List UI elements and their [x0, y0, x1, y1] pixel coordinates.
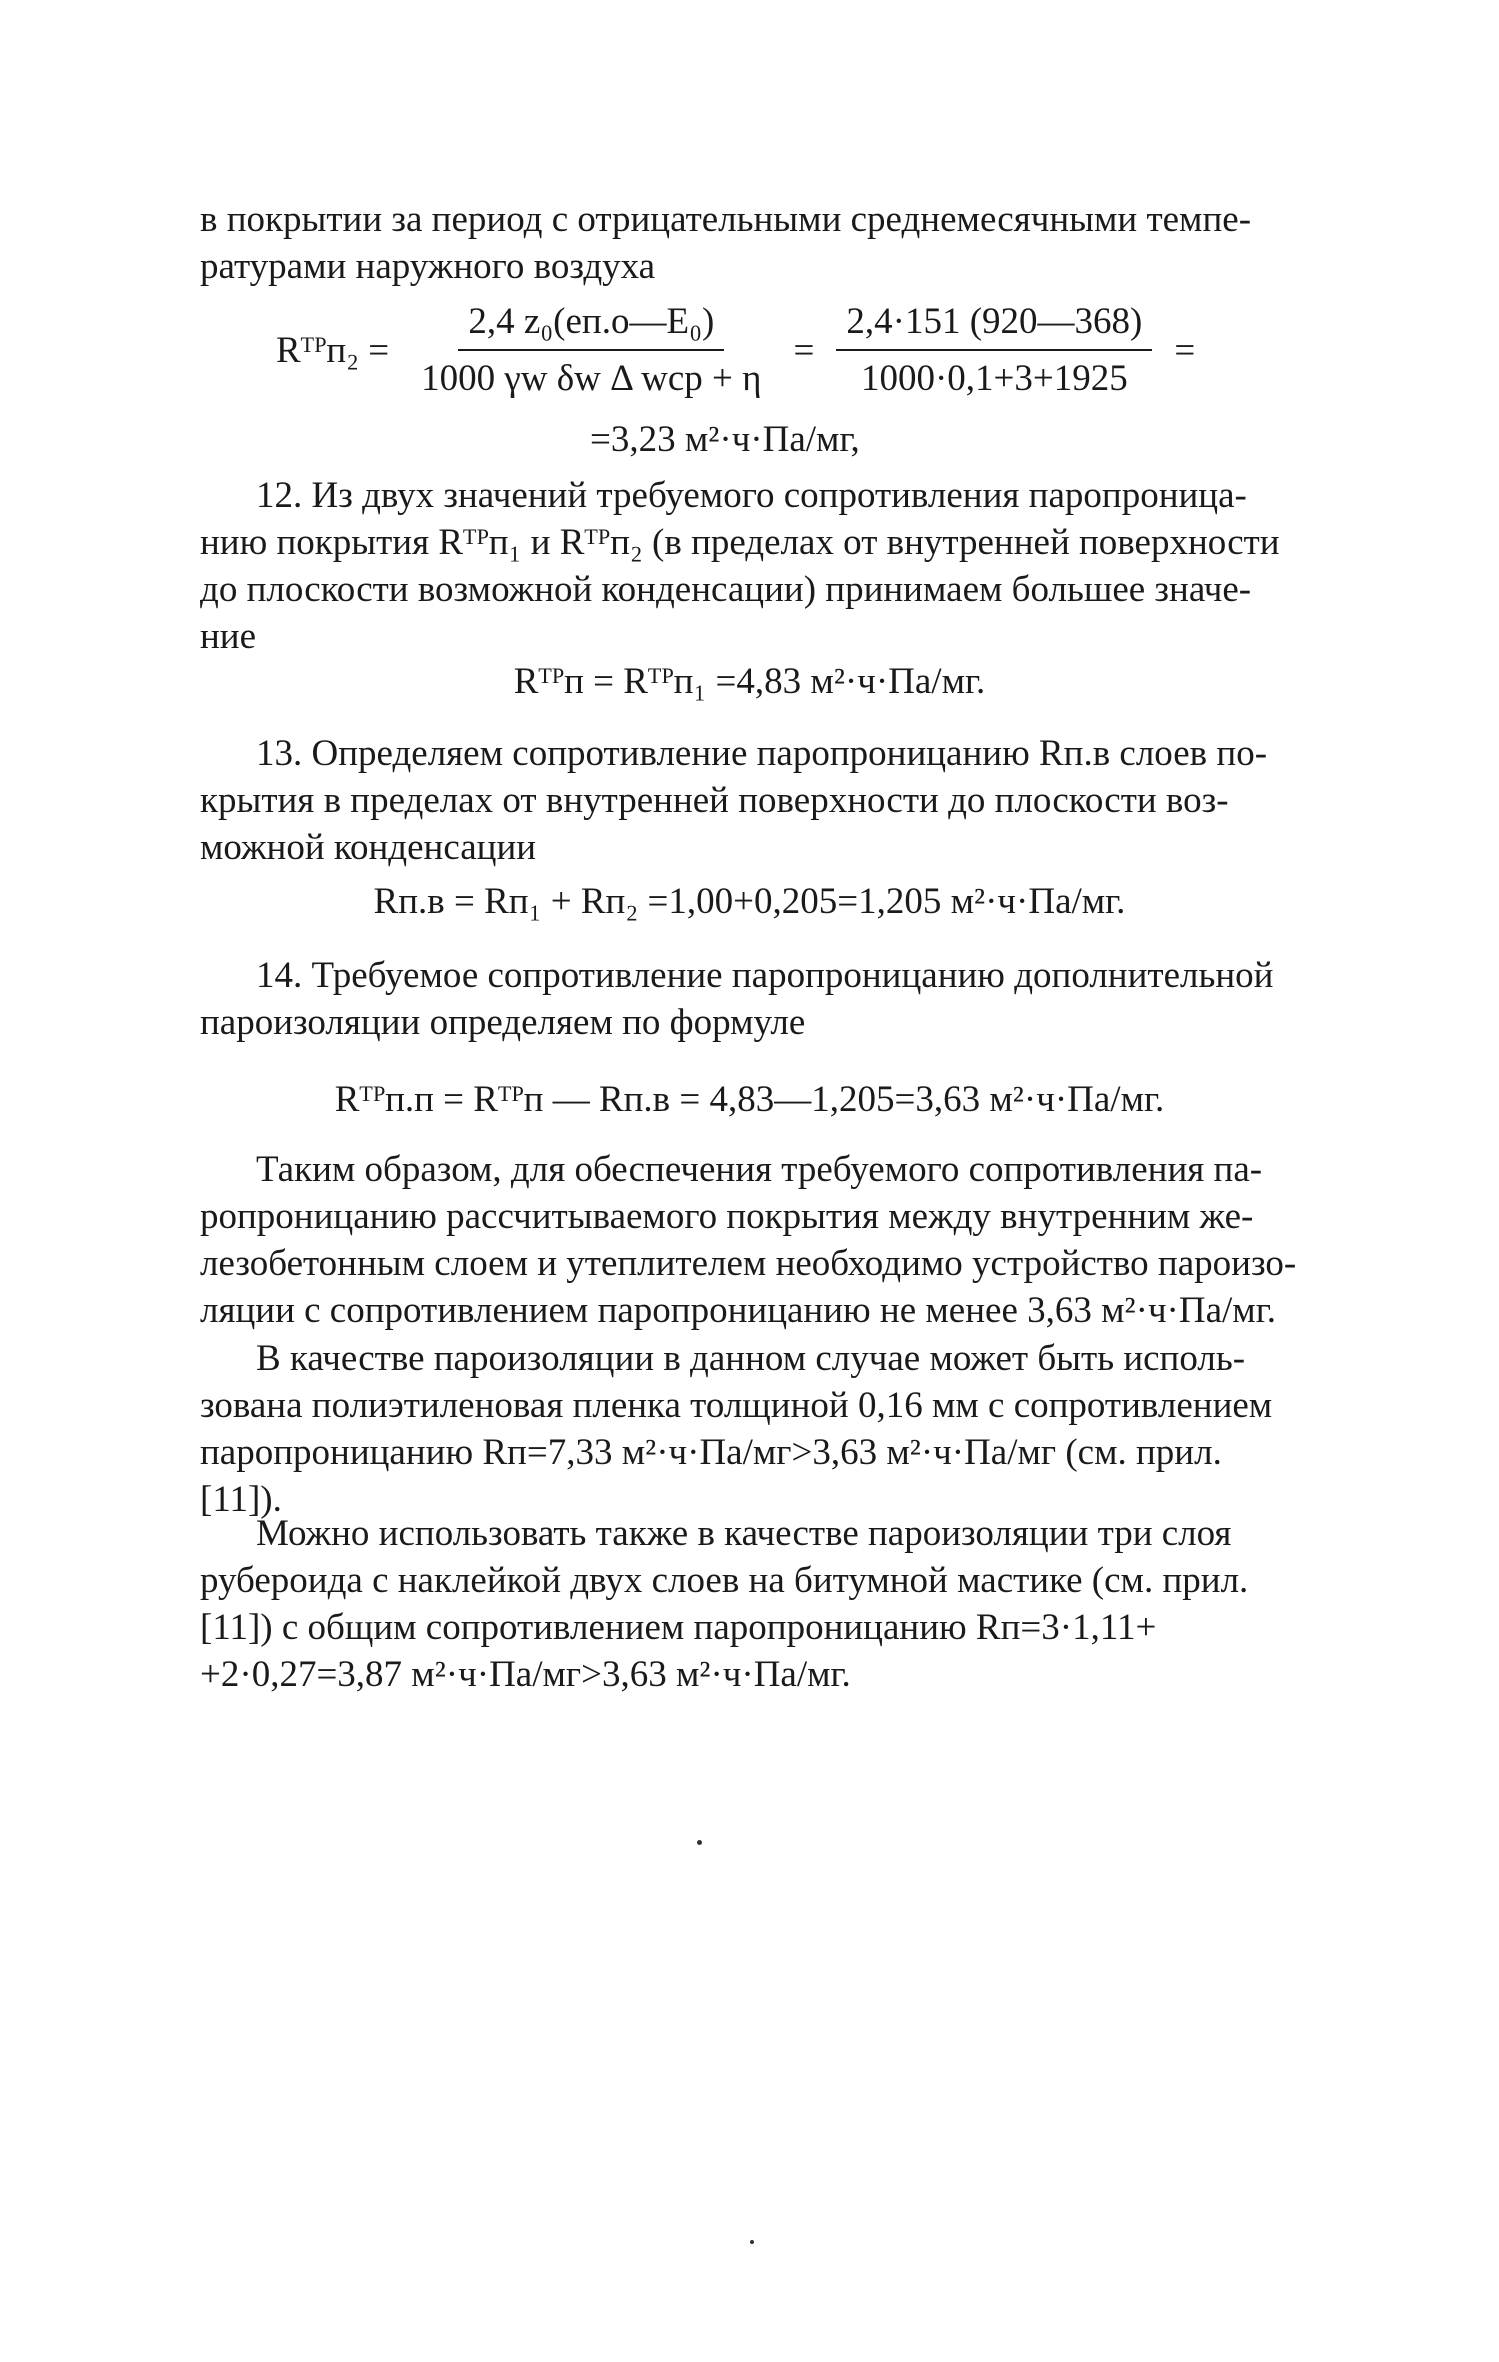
paragraph-film: В качестве пароизоляции в данном случае может быть исполь- зована полиэтиленовая пленка толщиной 0,16 мм с сопротивлением паропроницанию Rп=7,33 м²·ч·Па/мг>3,63 м²·ч·Па/мг (см. прил. [11]).: [200, 1338, 1273, 1520]
fraction-denominator: 1000·0,1+3+1925: [860, 358, 1128, 399]
paragraph-conclusion: Таким образом, для обеспечения требуемого сопротивления па- ропроницанию рассчитываемого покрытия между внутренним же- лезобетонным слоем и утеплителем необходимо устройство пароизо- ляции с сопротивлением паропроницанию не менее 3,63 м²·ч·Па/мг.: [200, 1149, 1297, 1331]
paragraph-12: 12. Из двух значений требуемого сопротивления паропроница- нию покрытия Rᵀᴾп₁ и Rᵀᴾп₂ (в пределах от внутренней поверхности до плоскости возможной конденсации) принимаем большее значе- ние: [200, 475, 1280, 657]
equation-r-tp-p2: [268, 300, 1203, 400]
paragraph-intro: в покрытии за период с отрицательными среднемесячными темпе- ратурами наружного воздуха: [200, 199, 1252, 287]
equals-sign: =: [793, 329, 815, 371]
equation-lhs: Rᵀᴾп₂ =: [276, 329, 390, 371]
equals-sign: =: [1174, 329, 1196, 371]
paragraph-13: 13. Определяем сопротивление паропроницанию Rп.в слоев по- крытия в пределах от внутренней поверхности до плоскости воз- можной конденсации: [200, 733, 1268, 868]
fraction-numeric: [836, 300, 1152, 400]
fraction-general: [411, 300, 771, 400]
equation-r-tp-p: Rᵀᴾп = Rᵀᴾп₁ =4,83 м²·ч·Па/мг.: [513, 661, 986, 702]
equation-r-pv: Rп.в = Rп₁ + Rп₂ =1,00+0,205=1,205 м²·ч·Па/мг.: [373, 881, 1126, 922]
speck-mark: [697, 1840, 702, 1845]
equation-r-tp-pp: Rᵀᴾп.п = Rᵀᴾп — Rп.в = 4,83—1,205=3,63 м²·ч·Па/мг.: [334, 1079, 1165, 1120]
paragraph-ruberoid: Можно использовать также в качестве пароизоляции три слоя рубероида с наклейкой двух слоев на битумной мастике (см. прил. [11]) с общим сопротивлением паропроницанию Rп=3·1,11+ +2·0,27=3,87 м²·ч·Па/мг>3,63 м²·ч·Па/мг.: [200, 1513, 1249, 1695]
fraction-denominator: 1000 γw δw Δ wср + η: [421, 358, 762, 399]
paragraph-14: 14. Требуемое сопротивление паропроницанию дополнительной пароизоляции определяем по формуле: [200, 955, 1274, 1043]
fraction-numerator: 2,4 z₀(eп.о—E₀): [458, 300, 724, 351]
fraction-numerator: 2,4·151 (920—368): [836, 300, 1152, 351]
equation-result: =3,23 м²·ч·Па/мг,: [590, 419, 860, 460]
speck-mark: [750, 2240, 754, 2244]
